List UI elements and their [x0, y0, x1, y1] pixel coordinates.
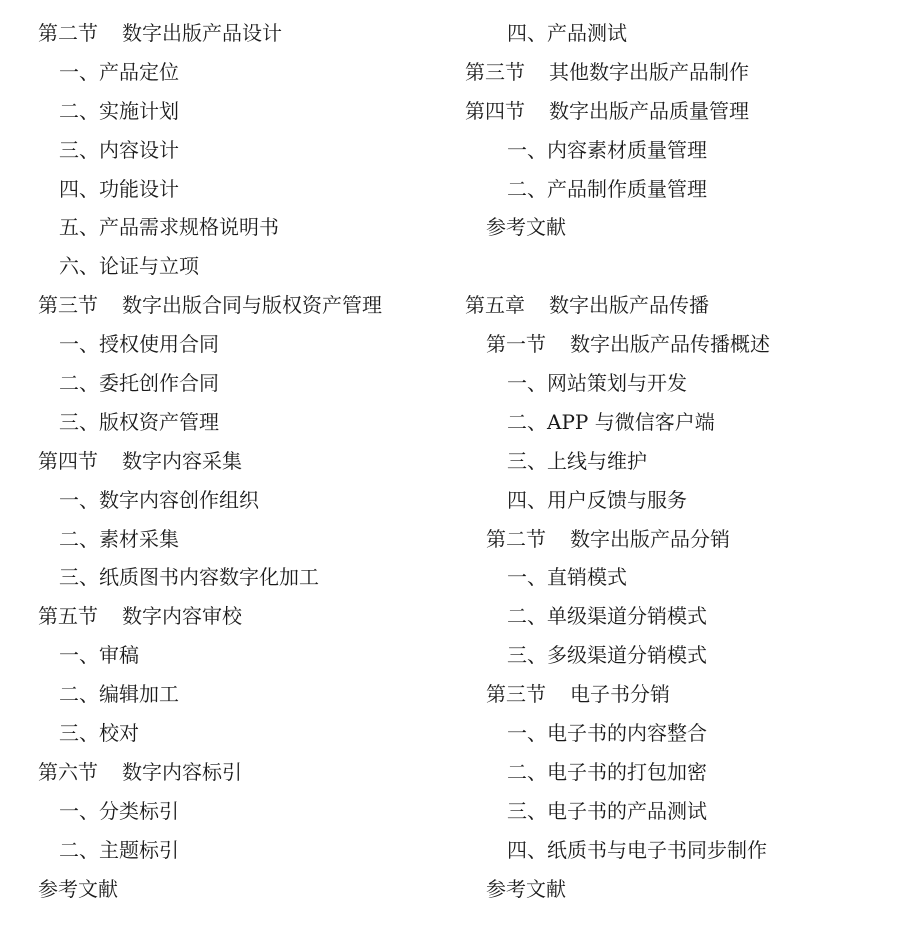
toc-line-number: 二、 — [59, 98, 99, 123]
toc-references — [38, 870, 458, 909]
toc-blank-line — [465, 247, 885, 286]
toc-line-title: 授权使用合同 — [99, 332, 219, 357]
toc-line-title: 产品制作质量管理 — [547, 176, 707, 201]
toc-line-title: 版权资产管理 — [99, 409, 219, 434]
toc-section-heading — [38, 286, 458, 325]
toc-line-number: 二、 — [59, 371, 99, 396]
toc-line-title: 内容素材质量管理 — [547, 137, 707, 162]
toc-line-title: 电子书分销 — [570, 682, 670, 707]
toc-item — [465, 481, 885, 520]
toc-line-title: 数字出版产品设计 — [122, 21, 282, 45]
toc-item — [38, 92, 458, 131]
toc-line-title: 纸质图书内容数字化加工 — [99, 565, 319, 590]
toc-line-number: 二、 — [507, 176, 547, 201]
toc-item — [38, 792, 458, 831]
toc-line-number: 一、 — [59, 487, 99, 512]
toc-line-title: 电子书的打包加密 — [547, 759, 707, 784]
toc-line-title: 单级渠道分销模式 — [547, 604, 707, 629]
toc-line-title: 电子书的产品测试 — [547, 798, 707, 823]
toc-line-title: 参考文献 — [486, 215, 566, 240]
toc-line-title: 产品测试 — [547, 21, 627, 45]
toc-item — [38, 520, 458, 559]
toc-section-heading — [38, 597, 458, 636]
toc-line-number: 三、 — [59, 409, 99, 434]
toc-line-title: 委托创作合同 — [99, 371, 219, 396]
toc-line-number: 三、 — [507, 448, 547, 473]
toc-item — [465, 753, 885, 792]
toc-line-number: 第四节 — [465, 98, 525, 123]
toc-line-title: 数字出版产品分销 — [570, 526, 730, 551]
toc-line-number: 一、 — [507, 721, 547, 746]
toc-section-heading — [465, 92, 885, 131]
toc-line-number: 四、 — [59, 176, 99, 201]
toc-item — [38, 53, 458, 92]
toc-item — [465, 597, 885, 636]
toc-line-title: 网站策划与开发 — [547, 371, 687, 396]
toc-line-number: 四、 — [507, 837, 547, 862]
toc-item — [465, 14, 885, 53]
toc-item — [38, 636, 458, 675]
toc-line-number: 一、 — [507, 565, 547, 590]
toc-line-title: 数字出版合同与版权资产管理 — [122, 293, 382, 318]
toc-line-number: 四、 — [507, 21, 547, 45]
toc-line-number: 二、 — [59, 837, 99, 862]
toc-item — [465, 131, 885, 170]
toc-line-number: 二、 — [507, 759, 547, 784]
toc-item — [465, 403, 885, 442]
toc-item — [38, 364, 458, 403]
toc-item — [465, 831, 885, 870]
toc-line-title: 上线与维护 — [547, 448, 647, 473]
toc-subsection-heading — [465, 520, 885, 559]
toc-line-title: 数字出版产品质量管理 — [549, 98, 749, 123]
toc-line-number: 第一节 — [486, 332, 546, 357]
toc-section-heading — [38, 14, 458, 53]
toc-line-title: 数字内容标引 — [122, 759, 242, 784]
toc-item — [38, 131, 458, 170]
toc-item — [465, 714, 885, 753]
toc-line-number: 六、 — [59, 254, 99, 279]
toc-item — [38, 247, 458, 286]
toc-line-number: 一、 — [59, 332, 99, 357]
toc-line-title: 数字内容采集 — [122, 448, 242, 473]
toc-line-title: 分类标引 — [99, 798, 179, 823]
toc-item — [38, 325, 458, 364]
toc-item — [38, 208, 458, 247]
toc-line-number: 第五章 — [465, 293, 525, 318]
toc-line-title: 编辑加工 — [99, 682, 179, 707]
toc-line-title: 数字出版产品传播概述 — [570, 332, 770, 357]
toc-line-number: 第六节 — [38, 759, 98, 784]
toc-line-number: 五、 — [59, 215, 99, 240]
toc-line-title: 数字内容创作组织 — [99, 487, 259, 512]
toc-line-title: 产品需求规格说明书 — [99, 215, 279, 240]
toc-item — [465, 170, 885, 209]
toc-item — [38, 714, 458, 753]
toc-subsection-heading — [465, 675, 885, 714]
toc-line-number: 三、 — [59, 721, 99, 746]
toc-section-heading — [38, 753, 458, 792]
toc-line-title: 参考文献 — [486, 876, 566, 901]
toc-line-title: 电子书的内容整合 — [547, 721, 707, 746]
toc-line-number: 第三节 — [465, 59, 525, 84]
toc-item — [465, 636, 885, 675]
toc-line-title: 数字出版产品传播 — [549, 293, 709, 318]
toc-line-title: 参考文献 — [38, 876, 118, 901]
toc-line-number: 一、 — [59, 59, 99, 84]
toc-line-number: 四、 — [507, 487, 547, 512]
toc-line-title: 素材采集 — [99, 526, 179, 551]
toc-subsection-heading — [465, 325, 885, 364]
toc-line-title: 数字内容审校 — [122, 604, 242, 629]
toc-item — [38, 403, 458, 442]
toc-line-title: 主题标引 — [99, 837, 179, 862]
toc-item — [38, 675, 458, 714]
toc-item — [465, 442, 885, 481]
toc-line-title: 审稿 — [99, 643, 139, 668]
toc-line-number: 二、 — [59, 526, 99, 551]
toc-line-number: 第三节 — [38, 293, 98, 318]
toc-section-heading — [465, 53, 885, 92]
toc-line-title: 直销模式 — [547, 565, 627, 590]
toc-line-number: 第五节 — [38, 604, 98, 629]
toc-line-title: APP 与微信客户端 — [547, 409, 715, 434]
toc-line-number: 三、 — [507, 798, 547, 823]
toc-item — [465, 792, 885, 831]
toc-item — [465, 558, 885, 597]
toc-section-heading — [38, 442, 458, 481]
toc-line-number: 一、 — [507, 371, 547, 396]
toc-item — [38, 831, 458, 870]
toc-line-number: 三、 — [507, 643, 547, 668]
toc-line-number: 一、 — [59, 798, 99, 823]
toc-section-heading — [465, 286, 885, 325]
toc-line-number: 第四节 — [38, 448, 98, 473]
toc-line-title: 产品定位 — [99, 59, 179, 84]
toc-line-title: 功能设计 — [99, 176, 179, 201]
toc-line-title: 纸质书与电子书同步制作 — [547, 837, 767, 862]
toc-line-number: 第二节 — [38, 21, 98, 45]
toc-line-number: 一、 — [507, 137, 547, 162]
toc-line-number: 第二节 — [486, 526, 546, 551]
toc-line-title: 其他数字出版产品制作 — [549, 59, 749, 84]
toc-left-column — [38, 14, 458, 908]
toc-right-column — [465, 14, 885, 908]
toc-line-number: 二、 — [507, 409, 547, 434]
toc-line-title: 论证与立项 — [99, 254, 199, 279]
toc-line-title: 内容设计 — [99, 137, 179, 162]
toc-line-number: 一、 — [59, 643, 99, 668]
toc-references — [465, 208, 885, 247]
toc-item — [38, 170, 458, 209]
toc-line-title: 校对 — [99, 721, 139, 746]
toc-item — [38, 558, 458, 597]
toc-line-number: 二、 — [507, 604, 547, 629]
toc-item — [465, 364, 885, 403]
toc-line-title: 多级渠道分销模式 — [547, 643, 707, 668]
toc-line-title: 用户反馈与服务 — [547, 487, 687, 512]
toc-line-title: 实施计划 — [99, 98, 179, 123]
toc-line-number: 三、 — [59, 565, 99, 590]
toc-item — [38, 481, 458, 520]
toc-references — [465, 870, 885, 909]
toc-line-number: 二、 — [59, 682, 99, 707]
toc-line-number: 第三节 — [486, 682, 546, 707]
toc-line-number: 三、 — [59, 137, 99, 162]
